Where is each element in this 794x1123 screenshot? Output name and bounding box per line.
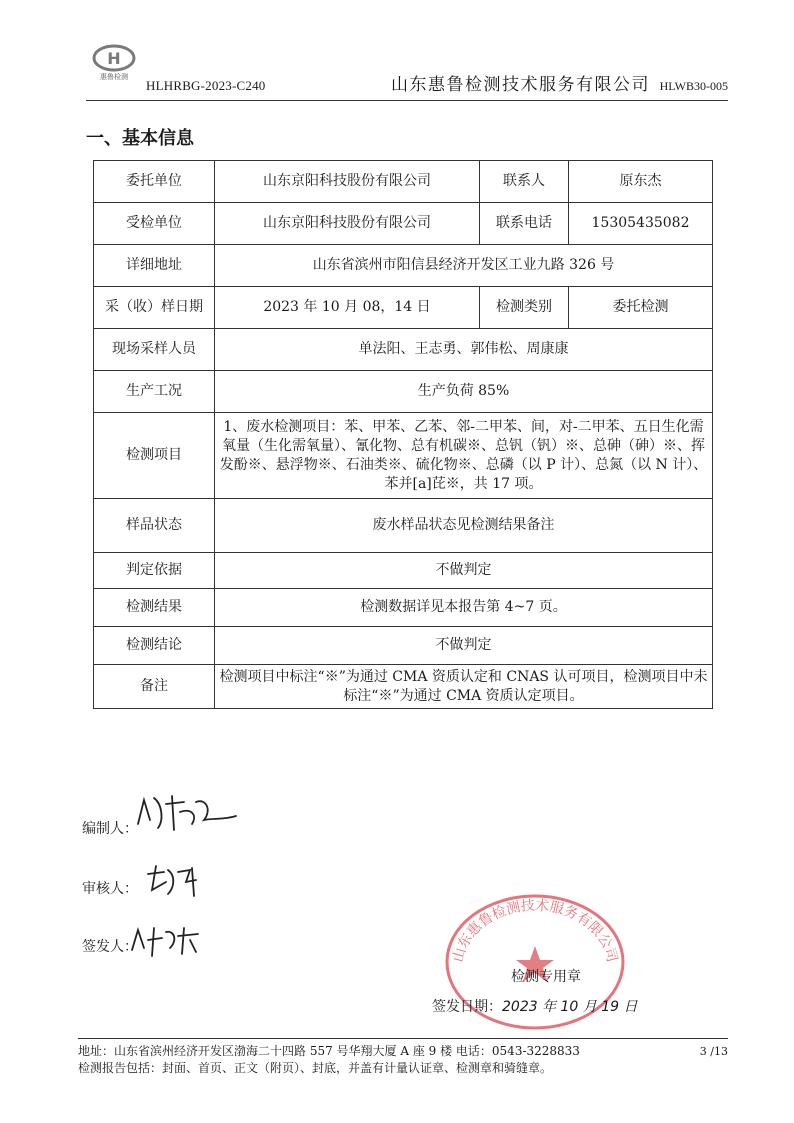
contact-value: 原东杰 [569, 161, 713, 203]
table-row [94, 413, 713, 499]
page-footer [78, 1038, 728, 1077]
basis-label: 判定依据 [94, 553, 215, 589]
editor-signature-icon [132, 790, 242, 838]
table-row [94, 203, 713, 245]
form-code: HLWB30-005 [659, 79, 728, 93]
table-row [94, 665, 713, 709]
section-title: 一、基本信息 [86, 128, 194, 149]
address-value: 山东省滨州市阳信县经济开发区工业九路 326 号 [215, 245, 713, 287]
issue-date [432, 996, 638, 1016]
table-row [94, 553, 713, 589]
svg-text:H: H [107, 49, 121, 68]
result-label: 检测结果 [94, 589, 215, 627]
reviewer-signature-icon [142, 860, 212, 900]
remark-value: 检测项目中标注“※”为通过 CMA 资质认定和 CNAS 认可项目，检测项目中未标注“※”为通过 CMA 资质认定项目。 [215, 665, 713, 709]
table-row [94, 589, 713, 627]
phone-value: 15305435082 [569, 203, 713, 245]
test-items-value: 1、废水检测项目：苯、甲苯、乙苯、邻-二甲苯、间，对-二甲苯、五日生化需氧量（生化需氧量）、氰化物、总有机碳※、总钒（钒）※、总砷（砷）※、挥发酚※、悬浮物※、石油类※、硫化物※、总磷（以 P 计）、总氮（以 N 计）、苯并[a]芘※，共 17 项。 [215, 413, 713, 499]
footer-address: 地址：山东省滨州经济开发区渤海二十四路 557 号华翔大厦 A 座 9 楼 电话：0543-3228833 [78, 1044, 580, 1058]
issuer-label: 签发人： [82, 939, 138, 955]
table-row [94, 627, 713, 665]
table-row [94, 329, 713, 371]
stamp-label: 检测专用章 [511, 969, 581, 985]
company-name: 山东惠鲁检测技术服务有限公司 [391, 75, 650, 95]
client-label: 委托单位 [94, 161, 215, 203]
editor-label: 编制人： [82, 821, 138, 837]
company-logo-icon [86, 40, 142, 96]
address-label: 详细地址 [94, 245, 215, 287]
production-label: 生产工况 [94, 371, 215, 413]
test-type-label: 检测类别 [480, 287, 569, 329]
conclusion-label: 检测结论 [94, 627, 215, 665]
page-number: 3 /13 [699, 1045, 728, 1058]
test-items-label: 检测项目 [94, 413, 215, 499]
issuer-signature-icon [128, 920, 208, 960]
phone-label: 联系电话 [480, 203, 569, 245]
basis-value: 不做判定 [215, 553, 713, 589]
table-row [94, 499, 713, 553]
sampling-date-value: 2023 年 10 月 08，14 日 [215, 287, 480, 329]
table-row [94, 287, 713, 329]
result-value: 检测数据详见本报告第 4~7 页。 [215, 589, 713, 627]
table-row [94, 161, 713, 203]
samplers-value: 单法阳、王志勇、郭伟松、周康康 [215, 329, 713, 371]
test-type-value: 委托检测 [569, 287, 713, 329]
remark-label: 备注 [94, 665, 215, 709]
inspected-unit-label: 受检单位 [94, 203, 215, 245]
production-value: 生产负荷 85% [215, 371, 713, 413]
sampling-date-label: 采（收）样日期 [94, 287, 215, 329]
sample-state-label: 样品状态 [94, 499, 215, 553]
inspected-unit-value: 山东京阳科技股份有限公司 [215, 203, 480, 245]
page-header [86, 38, 728, 101]
reviewer-label: 审核人： [82, 881, 138, 897]
logo-text: 惠鲁检测 [100, 73, 128, 81]
document-code: HLHRBG-2023-C240 [146, 78, 266, 93]
issue-date-label: 签发日期： [432, 999, 502, 1015]
sample-state-value: 废水样品状态见检测结果备注 [215, 499, 713, 553]
contact-label: 联系人 [480, 161, 569, 203]
footer-report-info: 检测报告包括：封面、首页、正文（附页）、封底，并盖有计量认证章、检测章和骑缝章。 [78, 1061, 553, 1075]
table-row [94, 245, 713, 287]
issue-date-value: 2023 年 10 月 19 日 [502, 999, 638, 1015]
stamp-text: 山东惠鲁检测技术服务有限公司 [450, 897, 620, 964]
client-value: 山东京阳科技股份有限公司 [215, 161, 480, 203]
samplers-label: 现场采样人员 [94, 329, 215, 371]
conclusion-value: 不做判定 [215, 627, 713, 665]
basic-info-table [93, 160, 713, 709]
table-row [94, 371, 713, 413]
